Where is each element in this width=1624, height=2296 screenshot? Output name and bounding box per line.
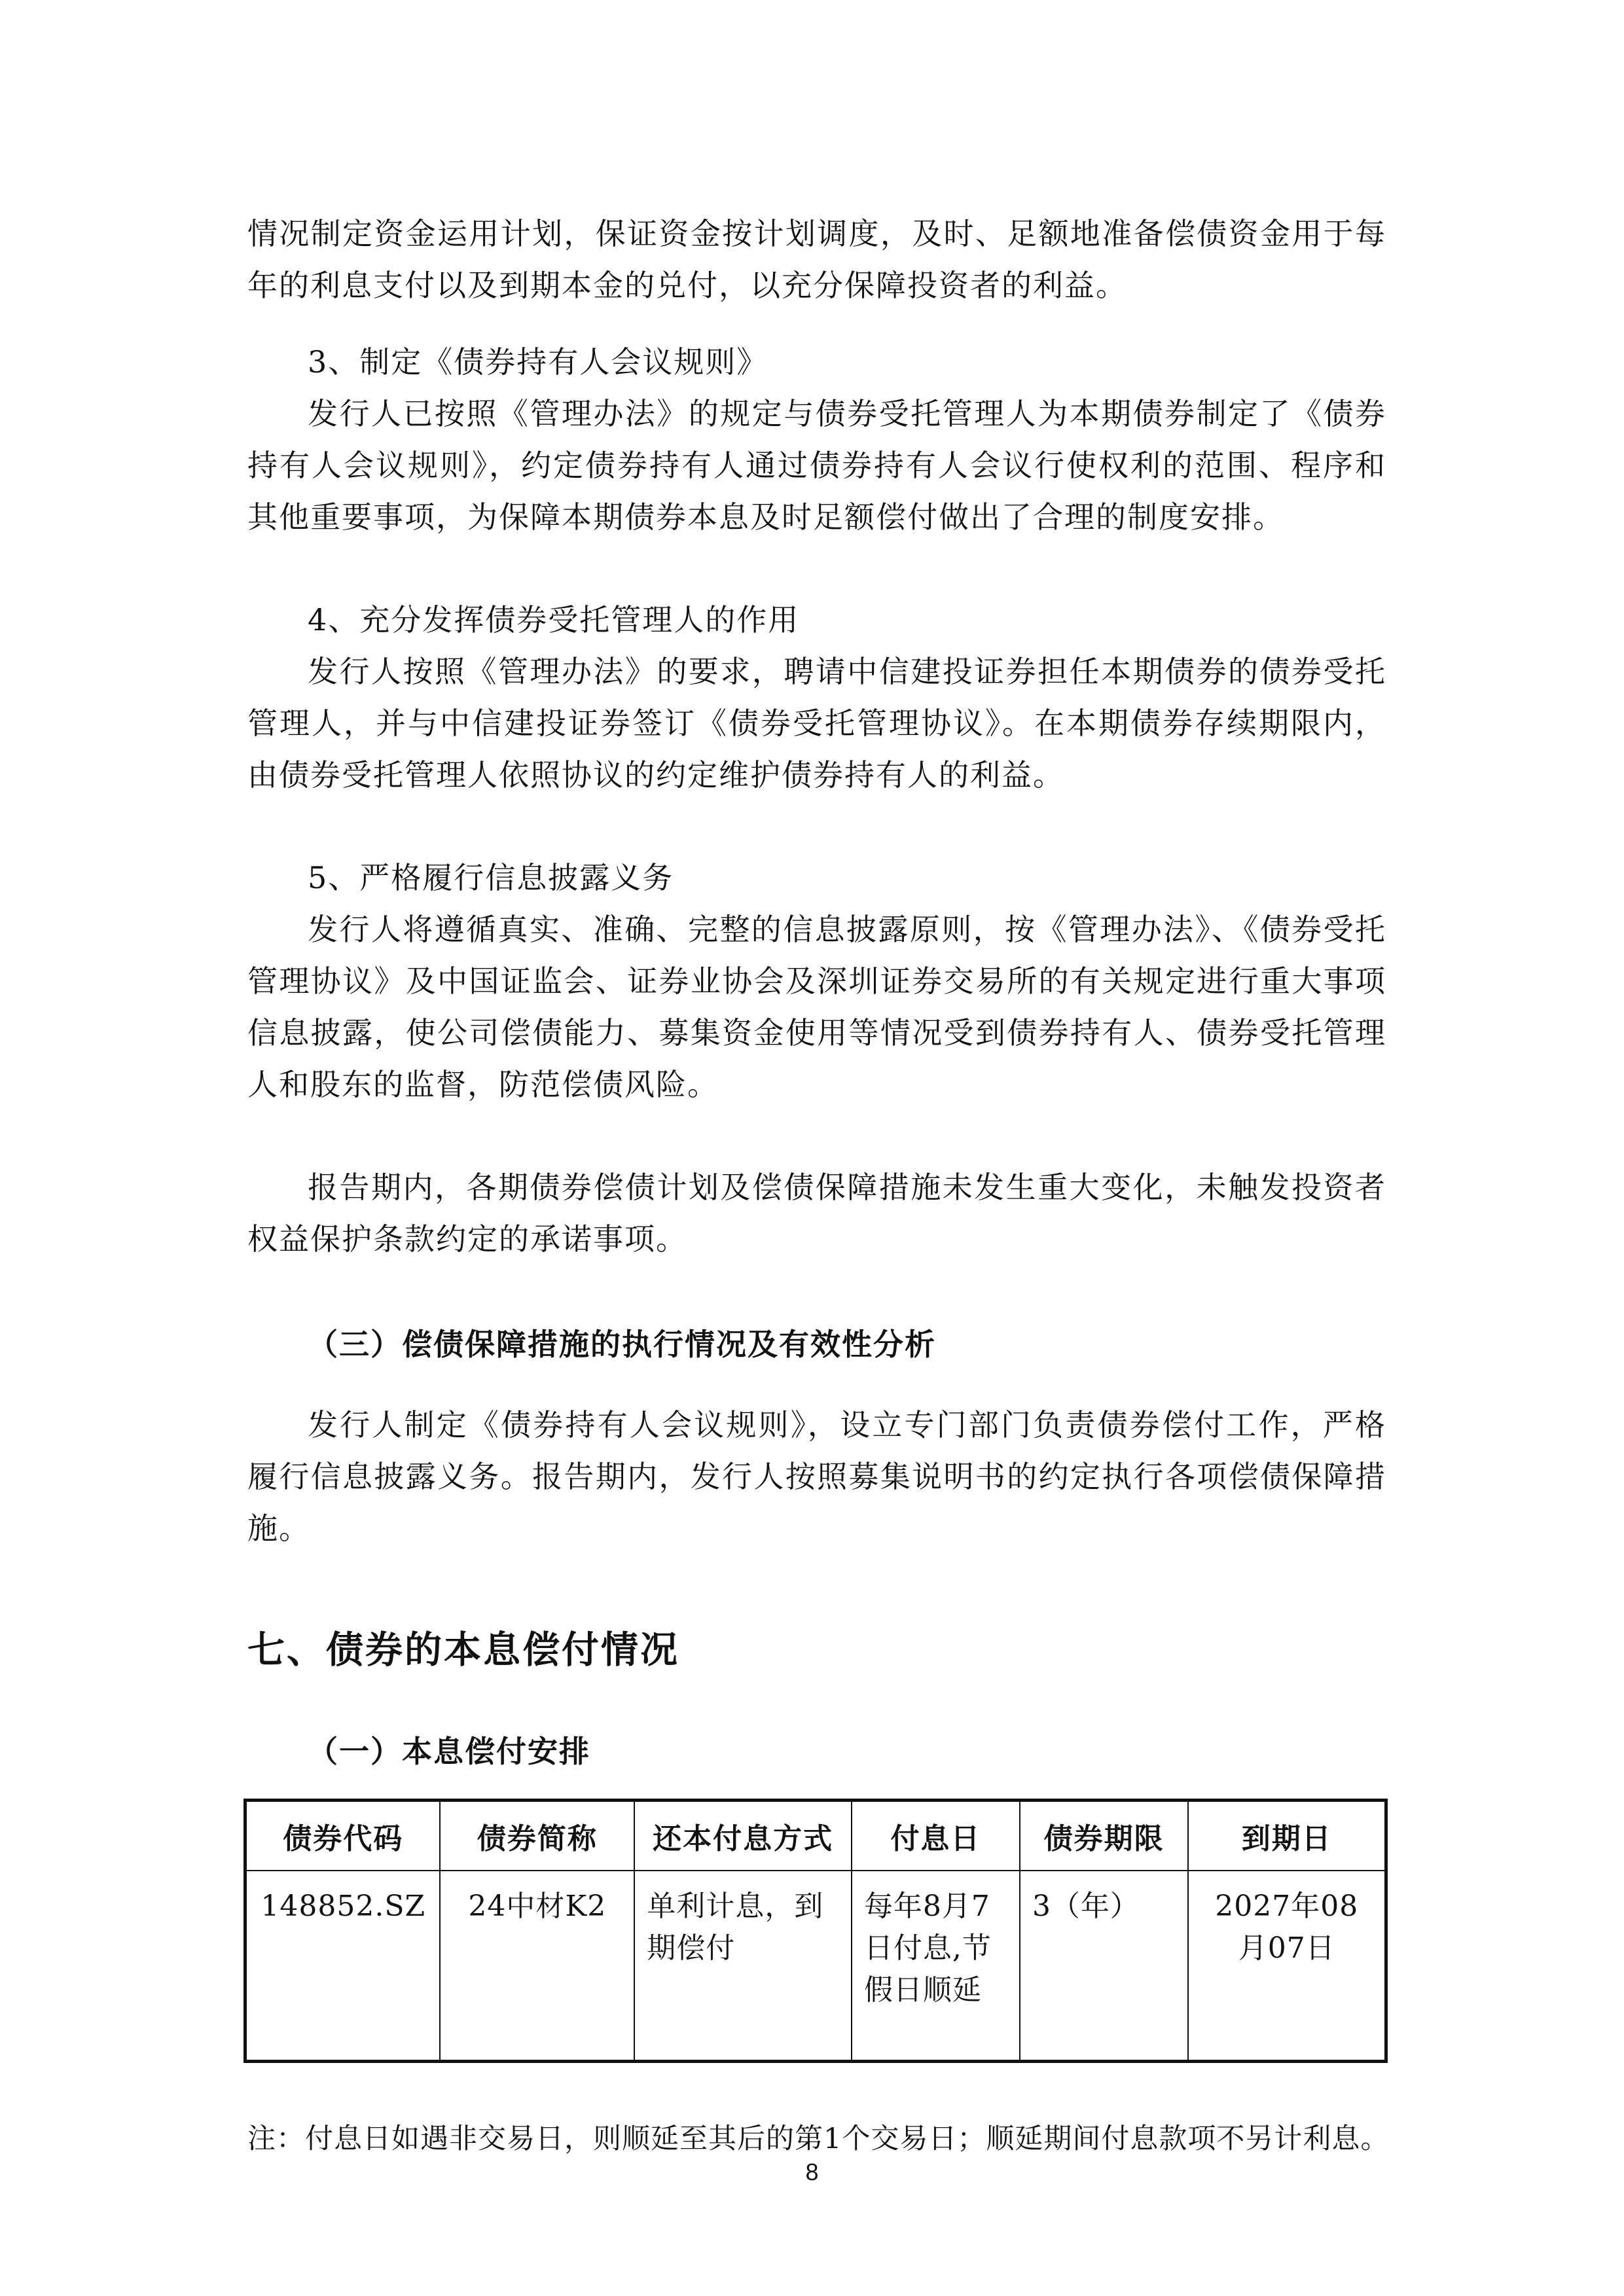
section-7: [247, 1620, 1386, 1674]
cell-repayment-method: 单利计息，到期偿付: [634, 1871, 852, 2062]
bond-repayment-table: [244, 1799, 1388, 2063]
table-footnote: 注：付息日如遇非交易日，则顺延至其后的第1个交易日；顺延期间付息款项不另计利息。: [247, 2123, 1390, 2155]
subsection-3-body-block: [247, 1399, 1386, 1554]
table-header-row: [245, 1801, 1386, 1871]
item-4-title: 4、充分发挥债券受托管理人的作用: [308, 602, 800, 637]
section-7-heading: 七、债券的本息偿付情况: [247, 1628, 679, 1672]
table-row: [245, 1871, 1386, 2062]
header-bond-code: 债券代码: [245, 1801, 441, 1871]
header-interest-date: 付息日: [852, 1801, 1020, 1871]
header-maturity-date: 到期日: [1188, 1801, 1386, 1871]
cell-bond-short-name: 24中材K2: [440, 1871, 634, 2062]
section-7-sub: [247, 1728, 1386, 1771]
report-period-paragraph: [247, 1162, 1386, 1265]
section-7-subheading: （一）本息偿付安排: [308, 1734, 590, 1769]
report-period-text: 报告期内，各期债券偿债计划及偿债保障措施未发生重大变化，未触发投资者权益保护条款约定的承诺事项。: [247, 1170, 1386, 1257]
paragraph-fund-plan: 情况制定资金运用计划，保证资金按计划调度，及时、足额地准备偿债资金用于每年的利息支付以及到期本金的兑付，以充分保障投资者的利益。: [247, 216, 1386, 303]
item-3-title: 3、制定《债券持有人会议规则》: [308, 344, 768, 380]
item-5-title: 5、严格履行信息披露义务: [308, 860, 674, 895]
item-4-body: 发行人按照《管理办法》的要求，聘请中信建投证券担任本期债券的债券受托管理人，并与中信建投证券签订《债券受托管理协议》。在本期债券存续期限内，由债券受托管理人依照协议的约定维护债券持有人的利益。: [247, 654, 1386, 793]
item-4: [247, 594, 1386, 801]
cell-bond-code: 148852.SZ: [245, 1871, 441, 2062]
continued-paragraph: [247, 208, 1386, 312]
item-3: [247, 336, 1386, 543]
item-3-body: 发行人已按照《管理办法》的规定与债券受托管理人为本期债券制定了《债券持有人会议规则》，约定债券持有人通过债券持有人会议行使权利的范围、程序和其他重要事项，为保障本期债券本息及时足额偿付做出了合理的制度安排。: [247, 396, 1386, 535]
header-bond-short-name: 债券简称: [440, 1801, 634, 1871]
subsection-3-body: 发行人制定《债券持有人会议规则》，设立专门部门负责债券偿付工作，严格履行信息披露义务。报告期内，发行人按照募集说明书的约定执行各项偿债保障措施。: [247, 1407, 1386, 1546]
cell-maturity-date: 2027年08月07日: [1188, 1871, 1386, 2062]
header-repayment-method: 还本付息方式: [634, 1801, 852, 1871]
header-bond-term: 债券期限: [1020, 1801, 1188, 1871]
item-5: [247, 852, 1386, 1111]
subsection-3-heading: （三）偿债保障措施的执行情况及有效性分析: [308, 1327, 936, 1362]
cell-interest-date: 每年8月7日付息,节假日顺延: [852, 1871, 1020, 2062]
page-number: 8: [805, 2159, 819, 2185]
item-5-body: 发行人将遵循真实、准确、完整的信息披露原则，按《管理办法》、《债券受托管理协议》及中国证监会、证券业协会及深圳证券交易所的有关规定进行重大事项信息披露，使公司偿债能力、募集资金使用等情况受到债券持有人、债券受托管理人和股东的监督，防范偿债风险。: [247, 912, 1386, 1102]
subsection-3: [247, 1321, 1386, 1364]
cell-bond-term: 3（年）: [1020, 1871, 1188, 2062]
